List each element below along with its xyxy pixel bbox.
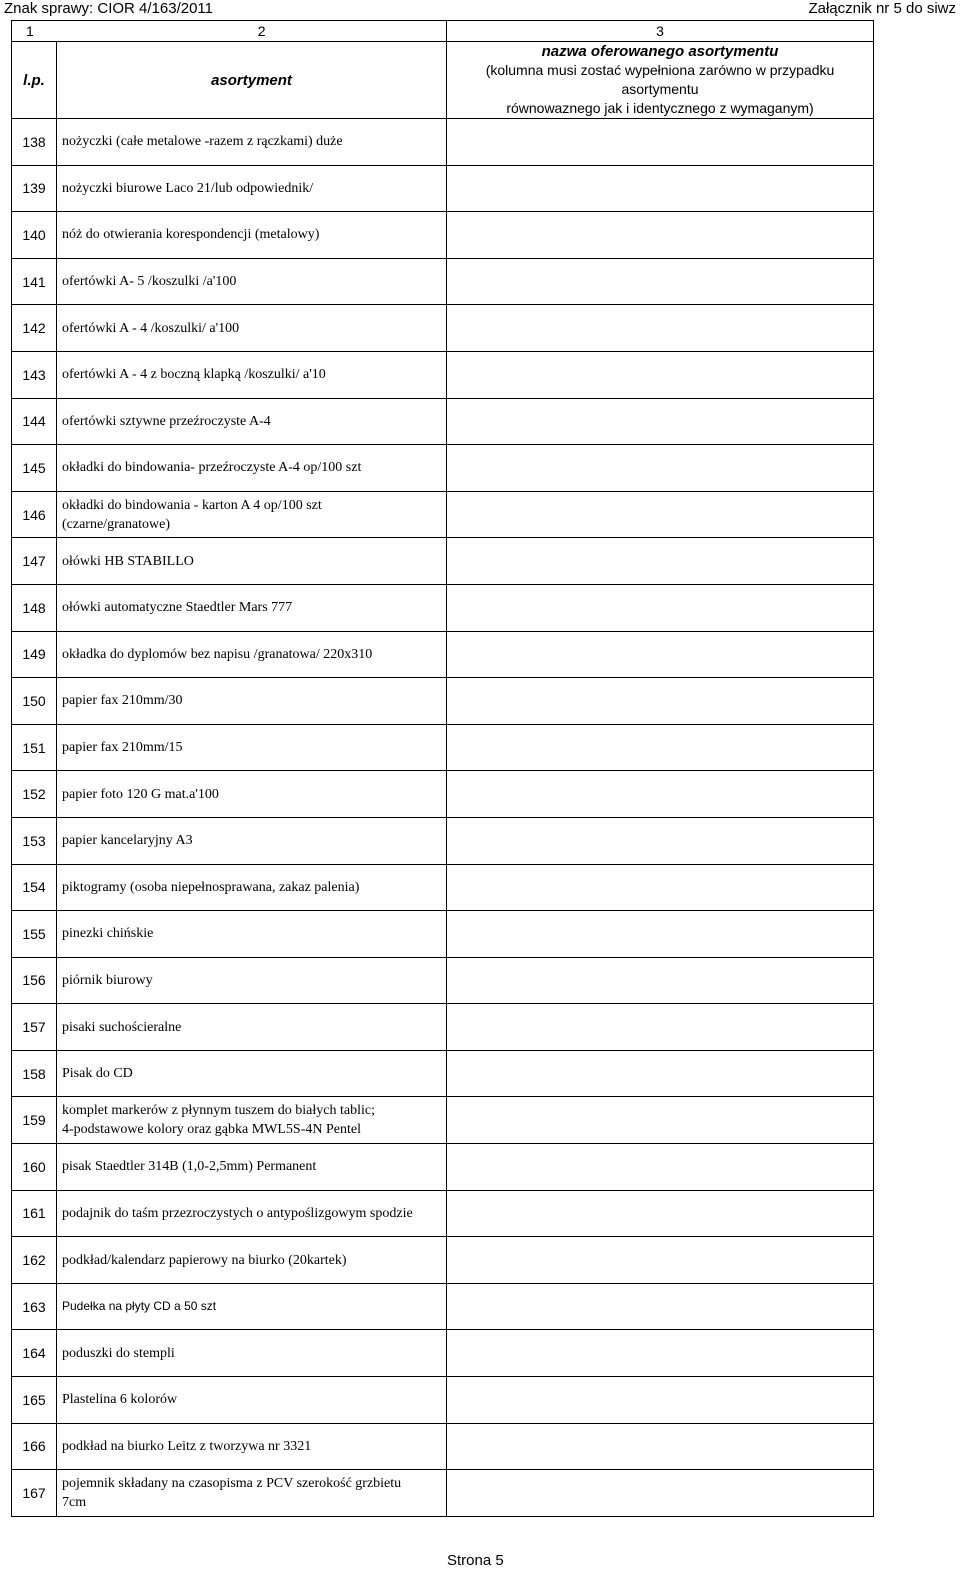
offered-assortment-cell[interactable] xyxy=(447,351,874,398)
table-row xyxy=(12,771,874,818)
assortment-name-line: papier fax 210mm/15 xyxy=(62,740,183,756)
assortment-name xyxy=(57,538,447,585)
assortment-name xyxy=(57,1423,447,1470)
table-row xyxy=(12,1144,874,1191)
assortment-name-line: podkład na biurko Leitz z tworzywa nr 3321 xyxy=(62,1438,312,1454)
table-row xyxy=(12,538,874,585)
table-row xyxy=(12,1377,874,1424)
row-number: 167 xyxy=(12,1470,57,1517)
table-row xyxy=(12,678,874,725)
row-number: 141 xyxy=(12,258,57,305)
offered-assortment-cell[interactable] xyxy=(447,631,874,678)
assortment-name-line: ofertówki sztywne przeźroczyste A-4 xyxy=(62,413,271,429)
assortment-name-line: podkład/kalendarz papierowy na biurko (20kartek) xyxy=(62,1252,347,1268)
column-title-row xyxy=(12,42,874,119)
table-row xyxy=(12,817,874,864)
column-number-row xyxy=(12,21,874,42)
offered-assortment-cell[interactable] xyxy=(447,491,874,538)
assortment-name-line: ołówki HB STABILLO xyxy=(62,553,194,569)
assortment-name-line: pisak Staedtler 314B (1,0-2,5mm) Permanent xyxy=(62,1159,317,1175)
assortment-name xyxy=(57,1144,447,1191)
row-number: 165 xyxy=(12,1377,57,1424)
table-row xyxy=(12,631,874,678)
table-row xyxy=(12,957,874,1004)
row-number: 145 xyxy=(12,445,57,492)
offered-assortment-cell[interactable] xyxy=(447,724,874,771)
assortment-name-line: okładki do bindowania - karton A 4 op/100 szt xyxy=(62,497,322,513)
assortment-name xyxy=(57,491,447,538)
offered-assortment-cell[interactable] xyxy=(447,1190,874,1237)
row-number: 151 xyxy=(12,724,57,771)
table-row xyxy=(12,1423,874,1470)
row-number: 138 xyxy=(12,119,57,166)
offered-assortment-cell[interactable] xyxy=(447,1050,874,1097)
row-number: 156 xyxy=(12,957,57,1004)
column-number-1: 1 xyxy=(26,23,34,39)
assortment-name-line: Pisak do CD xyxy=(62,1066,133,1082)
offered-note-line1: (kolumna musi zostać wypełniona zarówno w przypadku asortymentu xyxy=(485,62,835,97)
assortment-name xyxy=(57,1190,447,1237)
assortment-name-line: ofertówki A- 5 /koszulki /a'100 xyxy=(62,274,237,290)
assortment-name-line: okładki do bindowania- przeźroczyste A-4 op/100 szt xyxy=(62,460,362,476)
offered-assortment-cell[interactable] xyxy=(447,1283,874,1330)
assortment-name xyxy=(57,1237,447,1284)
offered-assortment-cell[interactable] xyxy=(447,1423,874,1470)
assortment-name-line: pojemnik składany na czasopisma z PCV szerokość grzbietu xyxy=(62,1476,402,1492)
assortment-name xyxy=(57,212,447,259)
offered-title: nazwa oferowanego asortymentu xyxy=(541,43,779,60)
offered-assortment-cell[interactable] xyxy=(447,212,874,259)
assortment-name-line: komplet markerów z płynnym tuszem do białych tablic; xyxy=(62,1103,375,1119)
assortment-name-line: poduszki do stempli xyxy=(62,1345,175,1361)
offered-assortment-cell[interactable] xyxy=(447,1470,874,1517)
assortment-name xyxy=(57,817,447,864)
column-title-lp: l.p. xyxy=(12,42,57,119)
offered-assortment-cell[interactable] xyxy=(447,119,874,166)
offered-assortment-cell[interactable] xyxy=(447,1004,874,1051)
page-number: Strona 5 xyxy=(447,1552,504,1569)
table-row xyxy=(12,1004,874,1051)
row-number: 158 xyxy=(12,1050,57,1097)
offered-assortment-cell[interactable] xyxy=(447,305,874,352)
assortment-name xyxy=(57,1097,447,1144)
assortment-name-line: ołówki automatyczne Staedtler Mars 777 xyxy=(62,600,293,616)
table-row xyxy=(12,1050,874,1097)
table-row xyxy=(12,212,874,259)
attachment-label: Załącznik nr 5 do siwz xyxy=(808,0,956,17)
assortment-name-line: podajnik do taśm przezroczystych o antypoślizgowym spodzie xyxy=(62,1205,413,1221)
row-number: 157 xyxy=(12,1004,57,1051)
row-number: 154 xyxy=(12,864,57,911)
row-number: 150 xyxy=(12,678,57,725)
table-row xyxy=(12,445,874,492)
assortment-table xyxy=(11,20,874,1517)
assortment-name-line: nożyczki (całe metalowe -razem z rączkami) duże xyxy=(62,134,343,150)
assortment-name-line: papier kancelaryjny A3 xyxy=(62,833,193,849)
row-number: 148 xyxy=(12,584,57,631)
offered-assortment-cell[interactable] xyxy=(447,817,874,864)
assortment-name-line-2: (czarne/granatowe) xyxy=(62,516,171,532)
assortment-name-line: papier fax 210mm/30 xyxy=(62,693,183,709)
assortment-name xyxy=(57,771,447,818)
case-number: Znak sprawy: CIOR 4/163/2011 xyxy=(4,0,213,17)
offered-assortment-cell[interactable] xyxy=(447,1144,874,1191)
assortment-name-line-2: 7cm xyxy=(62,1495,87,1511)
table-row xyxy=(12,1237,874,1284)
table-row xyxy=(12,1470,874,1517)
assortment-name xyxy=(57,119,447,166)
offered-note-line2: równowaznego jak i identycznego z wymaganym) xyxy=(506,100,814,116)
assortment-name-line: ofertówki A - 4 /koszulki/ a'100 xyxy=(62,320,240,336)
row-number: 161 xyxy=(12,1190,57,1237)
table-row xyxy=(12,724,874,771)
offered-assortment-cell[interactable] xyxy=(447,771,874,818)
offered-assortment-cell[interactable] xyxy=(447,678,874,725)
offered-assortment-cell[interactable] xyxy=(447,957,874,1004)
row-number: 163 xyxy=(12,1283,57,1330)
assortment-name xyxy=(57,678,447,725)
assortment-name xyxy=(57,1470,447,1517)
assortment-name xyxy=(57,351,447,398)
offered-assortment-cell[interactable] xyxy=(447,1237,874,1284)
assortment-name-line-2: 4-podstawowe kolory oraz gąbka MWL5S-4N Pentel xyxy=(62,1122,361,1138)
assortment-name xyxy=(57,957,447,1004)
row-number: 139 xyxy=(12,165,57,212)
assortment-name xyxy=(57,165,447,212)
row-number: 160 xyxy=(12,1144,57,1191)
assortment-name xyxy=(57,864,447,911)
column-title-offered xyxy=(447,42,874,119)
offered-assortment-cell[interactable] xyxy=(447,258,874,305)
table-row xyxy=(12,1330,874,1377)
assortment-name-line: nożyczki biurowe Laco 21/lub odpowiednik/ xyxy=(62,180,314,196)
row-number: 153 xyxy=(12,817,57,864)
assortment-name xyxy=(57,1330,447,1377)
assortment-name-line: pinezki chińskie xyxy=(62,926,154,942)
offered-assortment-cell[interactable] xyxy=(447,1330,874,1377)
assortment-name xyxy=(57,258,447,305)
row-number: 152 xyxy=(12,771,57,818)
table-row xyxy=(12,911,874,958)
assortment-name xyxy=(57,398,447,445)
assortment-name-line: papier foto 120 G mat.a'100 xyxy=(62,786,219,802)
assortment-name xyxy=(57,1283,447,1330)
assortment-name-line: piórnik biurowy xyxy=(62,972,153,988)
offered-assortment-cell[interactable] xyxy=(447,538,874,585)
table-row xyxy=(12,1097,874,1144)
row-number: 144 xyxy=(12,398,57,445)
assortment-name xyxy=(57,911,447,958)
column-number-2: 2 xyxy=(257,23,266,39)
column-title-assortment: asortyment xyxy=(57,42,447,119)
assortment-name xyxy=(57,724,447,771)
offered-assortment-cell[interactable] xyxy=(447,864,874,911)
offered-assortment-cell[interactable] xyxy=(447,445,874,492)
assortment-name xyxy=(57,584,447,631)
assortment-name xyxy=(57,631,447,678)
assortment-name-line: piktogramy (osoba niepełnosprawana, zakaz palenia) xyxy=(62,879,360,895)
row-number: 166 xyxy=(12,1423,57,1470)
assortment-name-line: nóż do otwierania korespondencji (metalowy) xyxy=(62,227,320,243)
column-number-1-2 xyxy=(12,21,447,42)
row-number: 164 xyxy=(12,1330,57,1377)
assortment-name xyxy=(57,1377,447,1424)
assortment-name xyxy=(57,1004,447,1051)
row-number: 149 xyxy=(12,631,57,678)
row-number: 146 xyxy=(12,491,57,538)
table-row xyxy=(12,305,874,352)
offered-assortment-cell[interactable] xyxy=(447,1097,874,1144)
table-row xyxy=(12,1283,874,1330)
table-row xyxy=(12,1190,874,1237)
table-row xyxy=(12,491,874,538)
row-number: 140 xyxy=(12,212,57,259)
offered-assortment-cell[interactable] xyxy=(447,398,874,445)
assortment-name-line: Pudełka na płyty CD a 50 szt xyxy=(62,1299,217,1314)
row-number: 143 xyxy=(12,351,57,398)
assortment-name xyxy=(57,445,447,492)
table-row xyxy=(12,584,874,631)
offered-assortment-cell[interactable] xyxy=(447,911,874,958)
table-row xyxy=(12,351,874,398)
column-number-3: 3 xyxy=(447,21,874,42)
row-number: 142 xyxy=(12,305,57,352)
assortment-name xyxy=(57,1050,447,1097)
offered-assortment-cell[interactable] xyxy=(447,1377,874,1424)
row-number: 159 xyxy=(12,1097,57,1144)
assortment-name-line: pisaki suchościeralne xyxy=(62,1019,182,1035)
assortment-name xyxy=(57,305,447,352)
table-row xyxy=(12,258,874,305)
table-row xyxy=(12,398,874,445)
offered-assortment-cell[interactable] xyxy=(447,584,874,631)
assortment-name-line: Plastelina 6 kolorów xyxy=(62,1392,178,1408)
row-number: 155 xyxy=(12,911,57,958)
assortment-name-line: okładka do dyplomów bez napisu /granatowa/ 220x310 xyxy=(62,646,373,662)
row-number: 162 xyxy=(12,1237,57,1284)
row-number: 147 xyxy=(12,538,57,585)
table-row xyxy=(12,864,874,911)
offered-assortment-cell[interactable] xyxy=(447,165,874,212)
table-row xyxy=(12,165,874,212)
assortment-name-line: ofertówki A - 4 z boczną klapką /koszulki/ a'10 xyxy=(62,367,326,383)
table-row xyxy=(12,119,874,166)
